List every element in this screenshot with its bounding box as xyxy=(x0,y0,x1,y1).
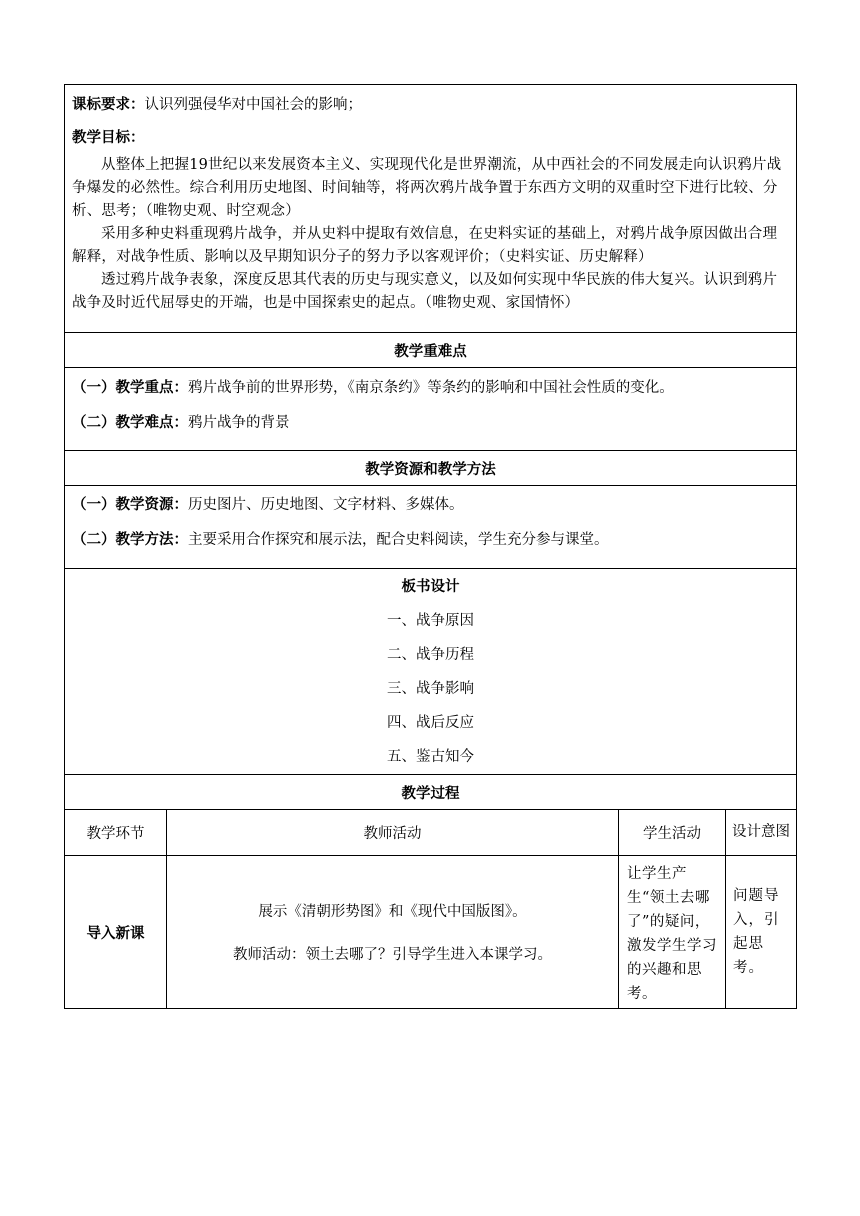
stage-cell: 导入新课 xyxy=(65,856,167,1009)
resources-cell xyxy=(65,486,797,569)
methods-label: （二）教学方法： xyxy=(72,531,188,548)
difficulty-line xyxy=(72,411,790,435)
student-activity-text: 让学生产生“领土去哪了”的疑问，激发学生学习的兴趣和思考。 xyxy=(627,866,717,1002)
board-item: 五、鉴古知今 xyxy=(387,749,474,765)
resources-header: 教学资源和教学方法 xyxy=(65,451,797,486)
design-intent-cell xyxy=(726,856,797,1009)
objectives-cell xyxy=(65,85,797,333)
board-item: 四、战后反应 xyxy=(387,715,474,731)
standard-label: 课标要求： xyxy=(72,96,145,113)
teacher-activity-cell xyxy=(167,856,619,1009)
resources-label: （一）教学资源： xyxy=(72,496,188,513)
objective-paragraph: 采用多种史料重现鸦片战争，并从史料中提取有效信息，在史料实证的基础上，对鸦片战争原因做出合理解释，对战争性质、影响以及早期知识分子的努力予以客观评价；（史料实证、历史解释） xyxy=(72,226,778,265)
objective-paragraph: 从整体上把握19世纪以来发展资本主义、实现现代化是世界潮流，从中西社会的不同发展走向认识鸦片战争爆发的必然性。综合利用历史地图、时间轴等，将两次鸦片战争置于东西方文明的双重时空下进行比较、分析、思考；（唯物史观、时空观念） xyxy=(72,157,782,219)
column-header-teacher: 教师活动 xyxy=(167,810,619,856)
board-item: 二、战争历程 xyxy=(387,647,474,663)
lesson-plan-document xyxy=(64,84,796,1009)
student-activity-cell xyxy=(619,856,726,1009)
objectives-label-line xyxy=(72,126,790,150)
focus-label: （一）教学重点： xyxy=(72,379,188,396)
board-design-header: 板书设计 xyxy=(401,578,460,595)
column-header-stage: 教学环节 xyxy=(65,810,167,856)
objectives-label: 教学目标： xyxy=(72,129,145,146)
difficulty-text: 鸦片战争的背景 xyxy=(188,415,290,431)
methods-text: 主要采用合作探究和展示法，配合史料阅读，学生充分参与课堂。 xyxy=(188,532,609,548)
standard-text: 认识列强侵华对中国社会的影响； xyxy=(144,97,362,113)
standard-line xyxy=(72,93,790,117)
lesson-plan-table xyxy=(64,84,797,1009)
column-header-student: 学生活动 xyxy=(619,810,726,856)
resources-text: 历史图片、历史地图、文字材料、多媒体。 xyxy=(188,497,464,513)
key-points-header: 教学重难点 xyxy=(65,333,797,368)
difficulty-label: （二）教学难点： xyxy=(72,414,188,431)
column-header-intent: 设计意图 xyxy=(726,810,797,856)
focus-text: 鸦片战争前的世界形势，《南京条约》等条约的影响和中国社会性质的变化。 xyxy=(188,380,674,396)
focus-line xyxy=(72,376,790,400)
key-points-cell xyxy=(65,368,797,451)
board-design-cell xyxy=(65,569,797,775)
board-item: 一、战争原因 xyxy=(387,613,474,629)
teacher-activity-line: 教师活动：领土去哪了？引导学生进入本课学习。 xyxy=(233,947,552,963)
teacher-activity-line: 展示《清朝形势图》和《现代中国版图》。 xyxy=(258,904,527,920)
board-item: 三、战争影响 xyxy=(387,681,474,697)
methods-line xyxy=(72,528,790,552)
resources-line xyxy=(72,493,790,517)
table-row xyxy=(65,856,797,1009)
objective-paragraph: 透过鸦片战争表象，深度反思其代表的历史与现实意义，以及如何实现中华民族的伟大复兴。认识到鸦片战争及时近代屈辱史的开端，也是中国探索史的起点。（唯物史观、家国情怀） xyxy=(72,272,778,311)
design-intent-text: 问题导入，引起思考。 xyxy=(733,888,780,976)
process-header: 教学过程 xyxy=(65,775,797,810)
